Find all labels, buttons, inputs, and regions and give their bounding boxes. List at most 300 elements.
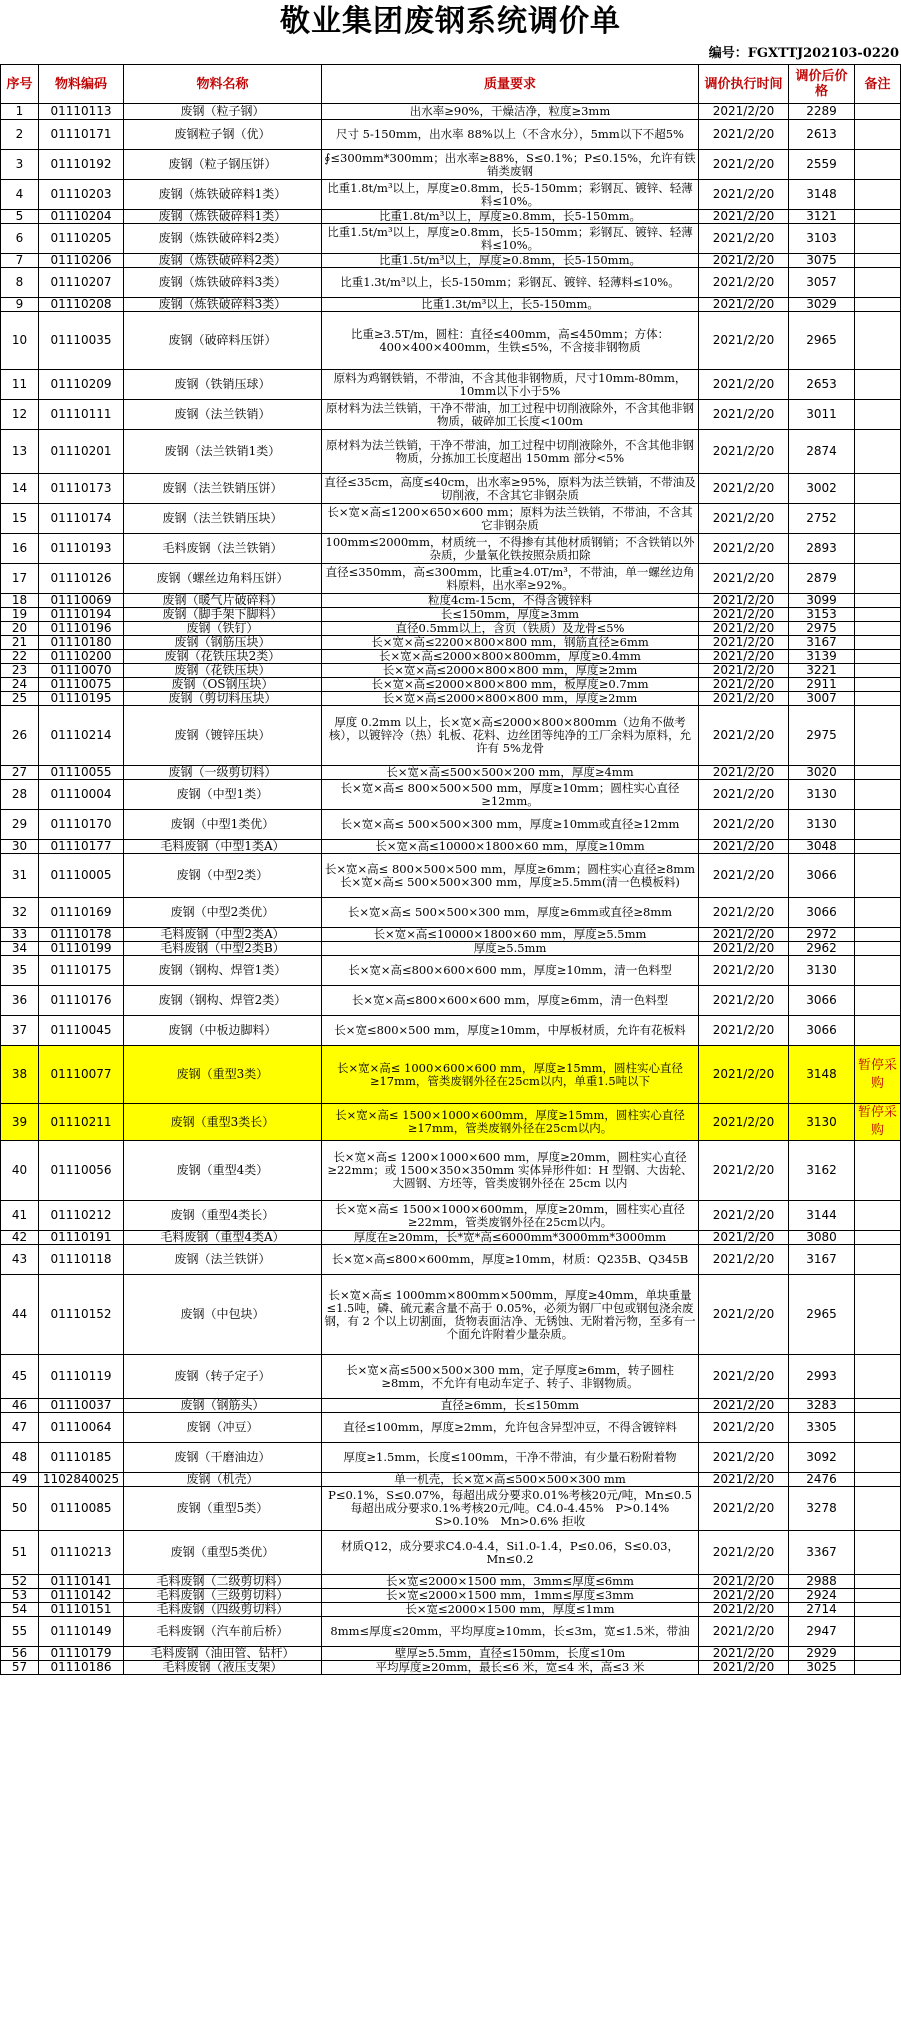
row-note (855, 1275, 901, 1355)
row-material-code: 01110203 (39, 180, 124, 210)
row-material-code: 01110177 (39, 840, 124, 854)
row-note (855, 692, 901, 706)
row-material-code: 01110045 (39, 1016, 124, 1046)
row-material-name: 废钢（钢筋压块） (124, 636, 322, 650)
row-quality-requirement: 原材料为法兰铁销，干净不带油，加工过程中切削液除外，不含其他非钢物质，破碎加工长度<100m (322, 400, 699, 430)
row-seq: 18 (1, 594, 39, 608)
row-note (855, 1647, 901, 1661)
row-effective-date: 2021/2/20 (699, 1443, 789, 1473)
table-row (1, 942, 901, 956)
table-row (1, 608, 901, 622)
row-effective-date: 2021/2/20 (699, 1399, 789, 1413)
row-material-code: 01110211 (39, 1104, 124, 1141)
row-material-code: 01110069 (39, 594, 124, 608)
row-seq: 12 (1, 400, 39, 430)
row-material-code: 01110085 (39, 1487, 124, 1531)
row-material-code: 01110075 (39, 678, 124, 692)
row-material-code: 01110064 (39, 1413, 124, 1443)
row-adjusted-price: 2962 (789, 942, 855, 956)
row-material-code: 01110170 (39, 810, 124, 840)
row-material-name: 废钢（铁钉） (124, 622, 322, 636)
row-effective-date: 2021/2/20 (699, 810, 789, 840)
row-quality-requirement: 长×宽≤2000×1500 mm，厚度≤1mm (322, 1603, 699, 1617)
row-material-name: 废钢（花铁压块） (124, 664, 322, 678)
row-material-code: 01110192 (39, 150, 124, 180)
row-quality-requirement: 长×宽×高≤10000×1800×60 mm，厚度≥5.5mm (322, 928, 699, 942)
row-note (855, 104, 901, 120)
row-note (855, 1575, 901, 1589)
row-quality-requirement: 比重1.5t/m³以上，厚度≥0.8mm，长5-150mm。 (322, 254, 699, 268)
row-adjusted-price: 3029 (789, 298, 855, 312)
row-material-name: 废钢（法兰铁销压饼） (124, 474, 322, 504)
row-material-name: 废钢（钢构、焊管1类） (124, 956, 322, 986)
row-effective-date: 2021/2/20 (699, 854, 789, 898)
row-note: 暂停采购 (855, 1104, 901, 1141)
row-adjusted-price: 3148 (789, 1046, 855, 1104)
row-seq: 37 (1, 1016, 39, 1046)
row-effective-date: 2021/2/20 (699, 1589, 789, 1603)
row-note (855, 224, 901, 254)
row-material-code: 01110207 (39, 268, 124, 298)
row-quality-requirement: 长×宽×高≤ 1000mm×800mm×500mm，厚度≥40mm，单块重量≤1.5吨，磷、硫元素含量不高于 0.05%，必须为钢厂中包或钢包浇余废钢，有 2 个以上切割面，货物表面洁净、无锈蚀、无附着污物，至多有一个面允许附着少量杂质。 (322, 1275, 699, 1355)
row-seq: 9 (1, 298, 39, 312)
table-row (1, 810, 901, 840)
row-adjusted-price: 3130 (789, 810, 855, 840)
row-effective-date: 2021/2/20 (699, 1647, 789, 1661)
row-effective-date: 2021/2/20 (699, 1046, 789, 1104)
row-material-name: 毛料废钢（二级剪切料） (124, 1575, 322, 1589)
header-seq: 序号 (1, 65, 39, 104)
row-adjusted-price: 3048 (789, 840, 855, 854)
row-quality-requirement: 长×宽≤2000×1500 mm，3mm≤厚度≤6mm (322, 1575, 699, 1589)
table-row (1, 1046, 901, 1104)
row-seq: 45 (1, 1355, 39, 1399)
table-row (1, 1201, 901, 1231)
row-material-code: 01110113 (39, 104, 124, 120)
row-material-name: 废钢（中板边脚料） (124, 1016, 322, 1046)
row-material-code: 01110070 (39, 664, 124, 678)
row-note (855, 1531, 901, 1575)
row-note (855, 664, 901, 678)
row-effective-date: 2021/2/20 (699, 898, 789, 928)
row-material-code: 01110119 (39, 1355, 124, 1399)
row-adjusted-price: 2893 (789, 534, 855, 564)
table-row (1, 622, 901, 636)
row-note (855, 942, 901, 956)
row-adjusted-price: 3144 (789, 1201, 855, 1231)
row-material-code: 01110037 (39, 1399, 124, 1413)
header-code: 物料编码 (39, 65, 124, 104)
row-quality-requirement: 比重1.5t/m³以上，厚度≥0.8mm，长5-150mm；彩钢瓦、镀锌、轻薄料≤10%。 (322, 224, 699, 254)
row-material-code: 01110174 (39, 504, 124, 534)
row-effective-date: 2021/2/20 (699, 312, 789, 370)
row-adjusted-price: 3075 (789, 254, 855, 268)
row-effective-date: 2021/2/20 (699, 706, 789, 766)
row-material-code: 01110126 (39, 564, 124, 594)
row-effective-date: 2021/2/20 (699, 370, 789, 400)
row-seq: 30 (1, 840, 39, 854)
row-note (855, 956, 901, 986)
row-note (855, 1413, 901, 1443)
row-note (855, 150, 901, 180)
row-quality-requirement: 原料为鸡钢铁销，不带油，不含其他非钢物质，尺寸10mm-80mm，10mm以下小于5% (322, 370, 699, 400)
table-row (1, 1531, 901, 1575)
row-adjusted-price: 2613 (789, 120, 855, 150)
row-adjusted-price: 3002 (789, 474, 855, 504)
row-material-code: 01110005 (39, 854, 124, 898)
table-row (1, 766, 901, 780)
row-note (855, 564, 901, 594)
table-row (1, 400, 901, 430)
row-quality-requirement: 直径≥6mm，长≤150mm (322, 1399, 699, 1413)
table-row (1, 534, 901, 564)
row-effective-date: 2021/2/20 (699, 1413, 789, 1443)
row-material-code: 01110004 (39, 780, 124, 810)
row-note (855, 1661, 901, 1675)
table-row (1, 1104, 901, 1141)
row-adjusted-price: 3367 (789, 1531, 855, 1575)
row-effective-date: 2021/2/20 (699, 766, 789, 780)
row-quality-requirement: 长×宽×高≤800×600mm，厚度≥10mm，材质：Q235B、Q345B (322, 1245, 699, 1275)
row-effective-date: 2021/2/20 (699, 1575, 789, 1589)
table-row (1, 104, 901, 120)
row-seq: 6 (1, 224, 39, 254)
row-material-name: 废钢（干磨油边） (124, 1443, 322, 1473)
row-material-name: 废钢（转子定子） (124, 1355, 322, 1399)
table-row (1, 312, 901, 370)
row-adjusted-price: 3278 (789, 1487, 855, 1531)
row-quality-requirement: 壁厚≥5.5mm，直径≤150mm，长度≤10m (322, 1647, 699, 1661)
row-note (855, 678, 901, 692)
table-row (1, 1473, 901, 1487)
row-effective-date: 2021/2/20 (699, 534, 789, 564)
row-quality-requirement: 原材料为法兰铁销，干净不带油，加工过程中切削液除外，不含其他非钢物质，分拣加工长度超出 150mm 部分<5% (322, 430, 699, 474)
row-adjusted-price: 3130 (789, 780, 855, 810)
row-note (855, 1603, 901, 1617)
row-seq: 50 (1, 1487, 39, 1531)
row-effective-date: 2021/2/20 (699, 1245, 789, 1275)
row-material-code: 01110118 (39, 1245, 124, 1275)
row-adjusted-price: 3162 (789, 1141, 855, 1201)
row-material-code: 01110186 (39, 1661, 124, 1675)
row-effective-date: 2021/2/20 (699, 636, 789, 650)
table-row (1, 650, 901, 664)
row-adjusted-price: 3305 (789, 1413, 855, 1443)
row-quality-requirement: 比重1.8t/m³以上，厚度≥0.8mm，长5-150mm；彩钢瓦、镀锌、轻薄料≤10%。 (322, 180, 699, 210)
row-material-name: 废钢（炼铁破碎料2类） (124, 254, 322, 268)
row-material-name: 毛料废钢（油田管、钻杆） (124, 1647, 322, 1661)
row-effective-date: 2021/2/20 (699, 942, 789, 956)
row-material-name: 废钢（炼铁破碎料3类） (124, 298, 322, 312)
row-note (855, 1245, 901, 1275)
row-material-name: 废钢（花铁压块2类） (124, 650, 322, 664)
row-effective-date: 2021/2/20 (699, 1617, 789, 1647)
row-quality-requirement: 长×宽×高≤2200×800×800 mm，钢筋直径≥6mm (322, 636, 699, 650)
row-effective-date: 2021/2/20 (699, 400, 789, 430)
row-material-code: 01110206 (39, 254, 124, 268)
row-quality-requirement: 材质Q12，成分要求C4.0-4.4，Si1.0-1.4，P≤0.06，S≤0.03，Mn≤0.2 (322, 1531, 699, 1575)
row-effective-date: 2021/2/20 (699, 956, 789, 986)
row-seq: 17 (1, 564, 39, 594)
row-material-code: 01110205 (39, 224, 124, 254)
table-row (1, 1617, 901, 1647)
row-note (855, 854, 901, 898)
row-material-code: 01110191 (39, 1231, 124, 1245)
row-material-name: 废钢（一级剪切料） (124, 766, 322, 780)
row-material-code: 01110185 (39, 1443, 124, 1473)
row-note (855, 430, 901, 474)
row-adjusted-price: 3148 (789, 180, 855, 210)
row-adjusted-price: 2879 (789, 564, 855, 594)
row-adjusted-price: 3020 (789, 766, 855, 780)
row-adjusted-price: 3103 (789, 224, 855, 254)
row-adjusted-price: 3057 (789, 268, 855, 298)
row-adjusted-price: 2559 (789, 150, 855, 180)
row-quality-requirement: 厚度在≥20mm，长*宽*高≤6000mm*3000mm*3000mm (322, 1231, 699, 1245)
row-adjusted-price: 2874 (789, 430, 855, 474)
row-adjusted-price: 3283 (789, 1399, 855, 1413)
row-quality-requirement: 长×宽×高≤ 1500×1000×600mm，厚度≥20mm，圆柱实心直径≥22mm，管类废钢外径在25cm以内。 (322, 1201, 699, 1231)
row-material-code: 01110151 (39, 1603, 124, 1617)
row-seq: 1 (1, 104, 39, 120)
row-material-name: 毛料废钢（四级剪切料） (124, 1603, 322, 1617)
table-row (1, 1355, 901, 1399)
row-adjusted-price: 3066 (789, 898, 855, 928)
table-row (1, 956, 901, 986)
row-material-code: 1102840025 (39, 1473, 124, 1487)
table-row (1, 594, 901, 608)
row-note (855, 766, 901, 780)
row-note (855, 1231, 901, 1245)
row-effective-date: 2021/2/20 (699, 1487, 789, 1531)
row-adjusted-price: 3139 (789, 650, 855, 664)
row-material-name: 废钢（破碎料压饼） (124, 312, 322, 370)
row-adjusted-price: 3121 (789, 210, 855, 224)
row-quality-requirement: 直径0.5mm以上，含页（铁质）及龙骨≤5% (322, 622, 699, 636)
row-material-code: 01110173 (39, 474, 124, 504)
row-quality-requirement: 长×宽×高≤1200×650×600 mm；原料为法兰铁销，不带油，不含其它非钢杂质 (322, 504, 699, 534)
row-seq: 46 (1, 1399, 39, 1413)
row-material-code: 01110179 (39, 1647, 124, 1661)
row-effective-date: 2021/2/20 (699, 692, 789, 706)
row-quality-requirement: 长×宽×高≤2000×800×800mm，厚度≥0.4mm (322, 650, 699, 664)
table-row (1, 1661, 901, 1675)
row-note (855, 1141, 901, 1201)
row-quality-requirement: 长×宽×高≤2000×800×800 mm，厚度≥2mm (322, 692, 699, 706)
row-material-name: 废钢（法兰铁销） (124, 400, 322, 430)
row-seq: 32 (1, 898, 39, 928)
row-quality-requirement: 长≤150mm，厚度≥3mm (322, 608, 699, 622)
row-quality-requirement: 长×宽×高≤800×600×600 mm，厚度≥6mm，清一色料型 (322, 986, 699, 1016)
row-effective-date: 2021/2/20 (699, 1201, 789, 1231)
row-seq: 5 (1, 210, 39, 224)
row-material-code: 01110077 (39, 1046, 124, 1104)
row-note (855, 474, 901, 504)
row-material-code: 01110212 (39, 1201, 124, 1231)
row-effective-date: 2021/2/20 (699, 840, 789, 854)
row-seq: 16 (1, 534, 39, 564)
row-note (855, 370, 901, 400)
row-adjusted-price: 2972 (789, 928, 855, 942)
row-adjusted-price: 2965 (789, 1275, 855, 1355)
row-material-name: 废钢（粒子钢压饼） (124, 150, 322, 180)
row-note (855, 400, 901, 430)
row-seq: 33 (1, 928, 39, 942)
row-material-name: 废钢（重型3类） (124, 1046, 322, 1104)
row-material-name: 废钢（螺丝边角料压饼） (124, 564, 322, 594)
row-material-code: 01110200 (39, 650, 124, 664)
table-header-row (1, 65, 901, 104)
row-effective-date: 2021/2/20 (699, 210, 789, 224)
row-material-name: 废钢粒子钢（优） (124, 120, 322, 150)
row-quality-requirement: 出水率≥90%，干燥洁净，粒度≥3mm (322, 104, 699, 120)
row-seq: 21 (1, 636, 39, 650)
row-quality-requirement: 直径≤350mm，高≤300mm，比重≥4.0T/m³，不带油，单一螺丝边角料原料，出水率≥92%。 (322, 564, 699, 594)
row-effective-date: 2021/2/20 (699, 650, 789, 664)
row-adjusted-price: 2911 (789, 678, 855, 692)
row-material-code: 01110209 (39, 370, 124, 400)
table-row (1, 150, 901, 180)
sheet-title: 敬业集团废钢系统调价单 (280, 4, 621, 39)
row-adjusted-price: 3167 (789, 1245, 855, 1275)
row-material-code: 01110214 (39, 706, 124, 766)
row-effective-date: 2021/2/20 (699, 224, 789, 254)
table-row (1, 1141, 901, 1201)
row-adjusted-price: 3011 (789, 400, 855, 430)
table-row (1, 1231, 901, 1245)
row-quality-requirement: 长×宽×高≤500×500×200 mm，厚度≥4mm (322, 766, 699, 780)
row-quality-requirement: 粒度4cm-15cm，不得含镀锌料 (322, 594, 699, 608)
row-effective-date: 2021/2/20 (699, 594, 789, 608)
row-adjusted-price: 2752 (789, 504, 855, 534)
table-row (1, 898, 901, 928)
row-quality-requirement: 长×宽×高≤ 500×500×300 mm，厚度≥6mm或直径≥8mm (322, 898, 699, 928)
row-adjusted-price: 2975 (789, 706, 855, 766)
row-material-code: 01110141 (39, 1575, 124, 1589)
header-requirements: 质量要求 (322, 65, 699, 104)
row-seq: 11 (1, 370, 39, 400)
table-row (1, 1603, 901, 1617)
row-note (855, 268, 901, 298)
row-note (855, 810, 901, 840)
row-seq: 36 (1, 986, 39, 1016)
row-effective-date: 2021/2/20 (699, 1661, 789, 1675)
row-note (855, 1589, 901, 1603)
table-row (1, 1589, 901, 1603)
table-row (1, 474, 901, 504)
row-material-name: 废钢（重型4类长） (124, 1201, 322, 1231)
row-note (855, 1016, 901, 1046)
row-effective-date: 2021/2/20 (699, 608, 789, 622)
row-seq: 28 (1, 780, 39, 810)
table-row (1, 430, 901, 474)
row-material-code: 01110176 (39, 986, 124, 1016)
header-effective-date: 调价执行时间 (699, 65, 789, 104)
row-seq: 51 (1, 1531, 39, 1575)
row-seq: 44 (1, 1275, 39, 1355)
row-effective-date: 2021/2/20 (699, 298, 789, 312)
row-adjusted-price: 3221 (789, 664, 855, 678)
row-seq: 10 (1, 312, 39, 370)
row-effective-date: 2021/2/20 (699, 474, 789, 504)
row-seq: 27 (1, 766, 39, 780)
row-adjusted-price: 2924 (789, 1589, 855, 1603)
row-material-code: 01110169 (39, 898, 124, 928)
row-effective-date: 2021/2/20 (699, 254, 789, 268)
row-adjusted-price: 2947 (789, 1617, 855, 1647)
row-note (855, 210, 901, 224)
row-material-name: 废钢（中型2类） (124, 854, 322, 898)
row-seq: 56 (1, 1647, 39, 1661)
price-table (0, 64, 901, 1675)
row-material-name: 废钢（冲豆） (124, 1413, 322, 1443)
table-row (1, 298, 901, 312)
header-note: 备注 (855, 65, 901, 104)
header-price: 调价后价格 (789, 65, 855, 104)
row-note (855, 706, 901, 766)
row-seq: 15 (1, 504, 39, 534)
row-quality-requirement: 长×宽×高≤800×600×600 mm，厚度≥10mm，清一色料型 (322, 956, 699, 986)
row-note: 暂停采购 (855, 1046, 901, 1104)
row-quality-requirement: 比重1.3t/m³以上，长5-150mm。 (322, 298, 699, 312)
row-seq: 26 (1, 706, 39, 766)
row-seq: 40 (1, 1141, 39, 1201)
row-effective-date: 2021/2/20 (699, 928, 789, 942)
row-material-name: 废钢（机壳） (124, 1473, 322, 1487)
row-material-name: 毛料废钢（法兰铁销） (124, 534, 322, 564)
row-adjusted-price: 2929 (789, 1647, 855, 1661)
row-material-name: 废钢（脚手架下脚料） (124, 608, 322, 622)
row-material-name: 废钢（法兰铁饼） (124, 1245, 322, 1275)
row-adjusted-price: 3080 (789, 1231, 855, 1245)
row-material-code: 01110180 (39, 636, 124, 650)
row-seq: 22 (1, 650, 39, 664)
row-material-name: 毛料废钢（中型2类A） (124, 928, 322, 942)
table-row (1, 692, 901, 706)
row-note (855, 622, 901, 636)
row-adjusted-price: 3066 (789, 854, 855, 898)
row-quality-requirement: 长×宽×高≤2000×800×800 mm，板厚度≥0.7mm (322, 678, 699, 692)
table-row (1, 254, 901, 268)
row-note (855, 1617, 901, 1647)
row-note (855, 180, 901, 210)
row-seq: 19 (1, 608, 39, 622)
row-material-name: 废钢（钢构、焊管2类） (124, 986, 322, 1016)
table-row (1, 928, 901, 942)
row-seq: 2 (1, 120, 39, 150)
row-effective-date: 2021/2/20 (699, 1275, 789, 1355)
row-effective-date: 2021/2/20 (699, 1141, 789, 1201)
row-effective-date: 2021/2/20 (699, 104, 789, 120)
table-row (1, 1245, 901, 1275)
row-seq: 39 (1, 1104, 39, 1141)
table-row (1, 1413, 901, 1443)
table-row (1, 1487, 901, 1531)
table-row (1, 1016, 901, 1046)
row-effective-date: 2021/2/20 (699, 1531, 789, 1575)
row-quality-requirement: 尺寸 5-150mm，出水率 88%以上（不含水分），5mm以下不超5% (322, 120, 699, 150)
row-material-code: 01110152 (39, 1275, 124, 1355)
row-effective-date: 2021/2/20 (699, 986, 789, 1016)
row-quality-requirement: 100mm≤2000mm，材质统一，不得掺有其他材质钢销；不含铁销以外杂质，少量氧化铁按照杂质扣除 (322, 534, 699, 564)
row-quality-requirement: 直径≤35cm，高度≤40cm，出水率≥95%，原料为法兰铁销，不带油及切削液，不含其它非钢杂质 (322, 474, 699, 504)
row-material-name: 毛料废钢（三级剪切料） (124, 1589, 322, 1603)
row-material-name: 废钢（重型3类长） (124, 1104, 322, 1141)
row-seq: 54 (1, 1603, 39, 1617)
row-material-code: 01110194 (39, 608, 124, 622)
row-material-code: 01110204 (39, 210, 124, 224)
row-effective-date: 2021/2/20 (699, 120, 789, 150)
